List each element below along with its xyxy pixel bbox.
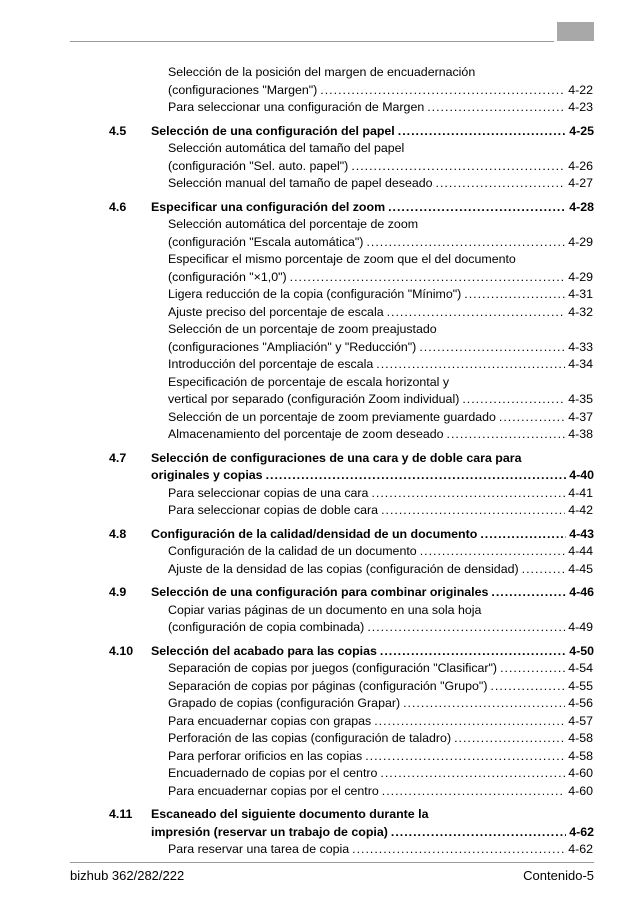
toc-subentry[interactable]	[0, 841, 638, 859]
entry-page-number: 4-57	[568, 713, 593, 728]
toc-subentry[interactable]	[0, 660, 638, 678]
header-rule	[70, 41, 554, 42]
toc-subentry[interactable]	[0, 304, 638, 322]
entry-title: originales y copias	[151, 468, 263, 482]
toc-subentry[interactable]	[0, 356, 638, 374]
entry-title: Separación de copias por juegos (configuración "Clasificar")	[168, 661, 498, 675]
toc-subentry[interactable]	[0, 391, 638, 409]
dot-leader	[499, 409, 565, 427]
toc-section	[0, 64, 638, 117]
dot-leader	[380, 643, 566, 661]
entry-title: Especificar una configuración del zoom	[151, 199, 386, 214]
toc-subentry[interactable]	[0, 713, 638, 731]
toc-subentry[interactable]	[0, 543, 638, 561]
entry-page-number: 4-31	[568, 287, 593, 301]
toc-section	[0, 450, 638, 520]
toc-section	[0, 199, 638, 444]
entry-title: Para seleccionar copias de una cara	[168, 485, 369, 500]
entry-title: Introducción del porcentaje de escala	[168, 357, 374, 371]
section-number: 4.8	[109, 526, 127, 541]
toc-subentry[interactable]	[0, 783, 638, 801]
toc-subentry[interactable]	[0, 502, 638, 520]
entry-title: Selección de un porcentaje de zoom preajustado	[168, 322, 437, 336]
entry-title: Separación de copias por páginas (configuración "Grupo")	[168, 678, 488, 693]
dot-leader	[490, 678, 565, 696]
toc-subentry[interactable]	[0, 140, 638, 158]
entry-title: Selección del acabado para las copias	[151, 643, 377, 658]
entry-page-number: 4-56	[568, 696, 593, 710]
entry-page-number: 4-60	[568, 783, 593, 798]
entry-title: impresión (reservar un trabajo de copia)	[151, 824, 388, 839]
dot-leader	[387, 304, 566, 322]
toc-subentry[interactable]	[0, 678, 638, 696]
entry-title: Selección automática del porcentaje de zoom	[168, 217, 419, 231]
section-number: 4.6	[109, 199, 127, 214]
entry-title: Almacenamiento del porcentaje de zoom deseado	[168, 427, 444, 441]
footer-rule	[70, 862, 594, 863]
dot-leader	[398, 123, 566, 141]
entry-page-number: 4-41	[568, 485, 593, 500]
dot-leader	[388, 199, 566, 217]
dot-leader	[491, 584, 566, 602]
entry-title: Para reservar una tarea de copia	[168, 842, 350, 856]
toc-heading-entry[interactable]	[0, 643, 638, 661]
entry-title: Para encuadernar copias con grapas	[168, 713, 372, 728]
toc-subentry[interactable]	[0, 619, 638, 637]
dot-leader	[381, 502, 565, 520]
toc-subentry[interactable]	[0, 426, 638, 444]
entry-page-number: 4-35	[568, 392, 593, 406]
dot-leader	[522, 561, 566, 579]
entry-page-number: 4-25	[569, 123, 594, 138]
dot-leader	[464, 286, 565, 304]
toc-subentry[interactable]	[0, 602, 638, 620]
entry-title: Ajuste preciso del porcentaje de escala	[168, 304, 384, 319]
entry-title: Perforación de las copias (configuración de taladro)	[168, 731, 452, 745]
entry-page-number: 4-62	[569, 824, 594, 839]
toc-section	[0, 643, 638, 801]
entry-page-number: 4-22	[568, 82, 593, 97]
entry-title: Configuración de la calidad/densidad de un documento	[151, 526, 478, 541]
dot-leader	[374, 713, 565, 731]
dot-leader	[500, 660, 565, 678]
toc-subentry[interactable]	[0, 730, 638, 748]
dot-leader	[436, 175, 566, 193]
entry-title: Especificar el mismo porcentaje de zoom que el del documento	[168, 252, 516, 266]
entry-title: Para seleccionar copias de doble cara	[168, 503, 379, 517]
dot-leader	[365, 748, 565, 766]
entry-title: (configuraciones "Ampliación" y "Reducción")	[168, 339, 417, 354]
toc-section	[0, 123, 638, 193]
entry-title: Encuadernado de copias por el centro	[168, 766, 378, 780]
toc-subentry[interactable]	[0, 216, 638, 234]
entry-title: Selección de configuraciones de una cara y de doble cara para	[151, 450, 522, 465]
entry-page-number: 4-28	[569, 199, 594, 214]
entry-title: (configuración "Escala automática")	[168, 234, 364, 249]
toc-subentry[interactable]	[0, 561, 638, 579]
dot-leader	[382, 783, 565, 801]
dot-leader	[447, 426, 566, 444]
entry-page-number: 4-58	[568, 748, 593, 763]
entry-title: Selección de un porcentaje de zoom previamente guardado	[168, 409, 496, 424]
entry-title: Grapado de copias (configuración Grapar)	[168, 696, 401, 710]
footer-product-name: bizhub 362/282/222	[70, 868, 185, 883]
dot-leader	[420, 543, 566, 561]
entry-page-number: 4-43	[569, 526, 594, 541]
entry-title: (configuraciones "Margen")	[168, 82, 318, 97]
entry-page-number: 4-40	[569, 468, 594, 482]
entry-title: Para perforar orificios en las copias	[168, 748, 363, 763]
entry-page-number: 4-44	[568, 544, 593, 558]
entry-page-number: 4-38	[568, 427, 593, 441]
entry-page-number: 4-62	[568, 842, 593, 856]
entry-page-number: 4-32	[568, 304, 593, 319]
entry-title: Ajuste de la densidad de las copias (configuración de densidad)	[168, 561, 519, 576]
toc-subentry[interactable]	[0, 251, 638, 269]
entry-page-number: 4-34	[568, 357, 593, 371]
dot-leader	[462, 391, 565, 409]
entry-page-number: 4-23	[568, 100, 593, 114]
dot-leader	[266, 467, 567, 485]
entry-title: Ligera reducción de la copia (configuración "Mínimo")	[168, 287, 462, 301]
entry-page-number: 4-49	[568, 620, 593, 634]
dot-leader	[403, 695, 565, 713]
entry-title: Configuración de la calidad de un documento	[168, 544, 417, 558]
dot-leader	[320, 82, 565, 100]
toc-heading-entry[interactable]	[0, 806, 638, 824]
toc-subentry[interactable]	[0, 374, 638, 392]
entry-page-number: 4-29	[568, 234, 593, 249]
dot-leader	[352, 841, 565, 859]
entry-title: Para seleccionar una configuración de Margen	[168, 100, 425, 114]
toc-subentry[interactable]	[0, 158, 638, 176]
dot-leader	[380, 765, 565, 783]
toc-section	[0, 806, 638, 859]
entry-page-number: 4-45	[568, 561, 593, 576]
toc-subentry[interactable]	[0, 269, 638, 287]
entry-title: Selección de una configuración para combinar originales	[151, 585, 489, 599]
dot-leader	[454, 730, 565, 748]
toc-subentry[interactable]	[0, 485, 638, 503]
entry-title: (configuración "×1,0")	[168, 269, 287, 284]
entry-page-number: 4-54	[568, 661, 593, 675]
entry-page-number: 4-55	[568, 678, 593, 693]
toc-heading-entry[interactable]	[0, 526, 638, 544]
toc-subentry[interactable]	[0, 64, 638, 82]
dot-leader	[371, 485, 565, 503]
section-number: 4.10	[109, 643, 134, 658]
section-number: 4.5	[109, 123, 127, 138]
dot-leader	[391, 824, 566, 842]
entry-title: Selección manual del tamaño de papel deseado	[168, 176, 433, 190]
dot-leader	[376, 356, 565, 374]
header-tab-marker	[557, 22, 594, 41]
toc-subentry[interactable]	[0, 339, 638, 357]
footer-page-number: Contenido-5	[523, 868, 594, 883]
entry-page-number: 4-37	[568, 409, 593, 424]
entry-title: vertical por separado (configuración Zoom individual)	[168, 392, 460, 406]
toc-heading-entry[interactable]	[0, 584, 638, 602]
entry-title: Selección de la posición del margen de encuadernación	[168, 65, 476, 79]
entry-title: Especificación de porcentaje de escala horizontal y	[168, 374, 450, 389]
dot-leader	[480, 526, 566, 544]
dot-leader	[351, 158, 565, 176]
toc-section	[0, 584, 638, 637]
entry-page-number: 4-60	[568, 766, 593, 780]
entry-page-number: 4-26	[568, 158, 593, 173]
toc-subentry[interactable]	[0, 82, 638, 100]
toc-heading-entry[interactable]	[0, 199, 638, 217]
toc-subentry[interactable]	[0, 286, 638, 304]
dot-leader	[427, 99, 565, 117]
toc-subentry[interactable]	[0, 321, 638, 339]
dot-leader	[419, 339, 565, 357]
section-number: 4.7	[109, 450, 127, 465]
entry-page-number: 4-27	[568, 176, 593, 190]
toc-heading-entry[interactable]	[0, 450, 638, 468]
toc-heading-entry[interactable]	[0, 824, 638, 842]
entry-title: Copiar varias páginas de un documento en una sola hoja	[168, 602, 482, 617]
toc-subentry[interactable]	[0, 695, 638, 713]
toc-section	[0, 526, 638, 579]
entry-title: Escaneado del siguiente documento durante la	[151, 807, 429, 821]
toc-subentry[interactable]	[0, 99, 638, 117]
entry-title: (configuración "Sel. auto. papel")	[168, 158, 349, 173]
entry-page-number: 4-50	[569, 643, 594, 658]
toc-heading-entry[interactable]	[0, 467, 638, 485]
toc-subentry[interactable]	[0, 748, 638, 766]
entry-page-number: 4-33	[568, 339, 593, 354]
toc-subentry[interactable]	[0, 234, 638, 252]
dot-leader	[367, 619, 565, 637]
dot-leader	[366, 234, 565, 252]
toc-subentry[interactable]	[0, 409, 638, 427]
section-number: 4.11	[109, 807, 133, 821]
table-of-contents	[0, 64, 638, 865]
entry-page-number: 4-58	[568, 731, 593, 745]
entry-page-number: 4-29	[568, 269, 593, 284]
entry-title: (configuración de copia combinada)	[168, 620, 365, 634]
toc-subentry[interactable]	[0, 175, 638, 193]
section-number: 4.9	[109, 585, 127, 599]
entry-title: Selección automática del tamaño del papel	[168, 141, 405, 155]
entry-title: Selección de una configuración del papel	[151, 123, 395, 138]
toc-subentry[interactable]	[0, 765, 638, 783]
dot-leader	[290, 269, 566, 287]
entry-page-number: 4-46	[569, 585, 594, 599]
toc-heading-entry[interactable]	[0, 123, 638, 141]
entry-title: Para encuadernar copias por el centro	[168, 783, 379, 798]
entry-page-number: 4-42	[568, 503, 593, 517]
